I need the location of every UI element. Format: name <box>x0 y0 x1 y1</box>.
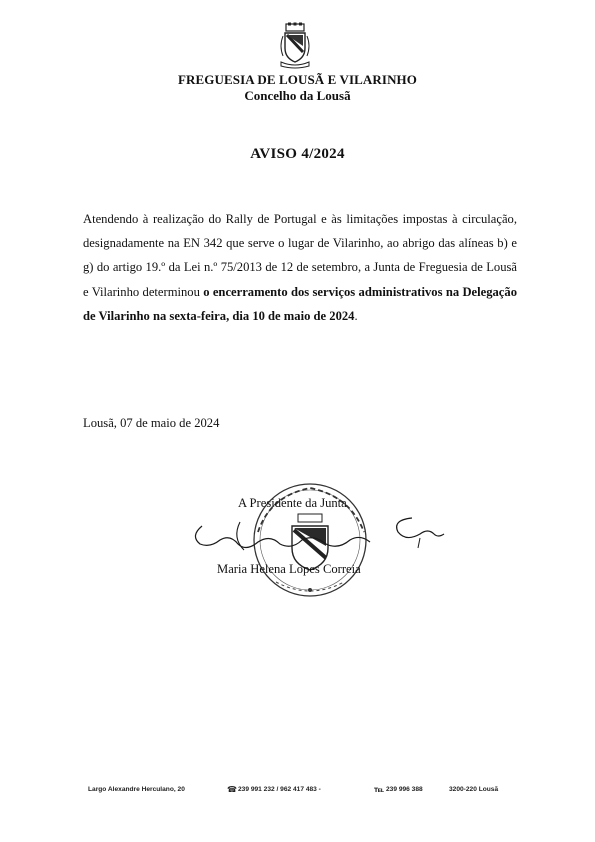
signatory-name: Maria Helena Lopes Correia <box>217 562 361 576</box>
telephone-icon: ☎ <box>227 785 237 794</box>
notice-body-emphasis: o encerramento dos serviços administrativos na Delegação de Vilarinho na sexta-feira, dia 10 de maio de 2024 <box>83 284 517 323</box>
notice-title: AVISO 4/2024 <box>250 146 345 162</box>
place-date: Lousã, 07 de maio de 2024 <box>83 416 220 430</box>
organization-name: FREGUESIA DE LOUSÃ E VILARINHO <box>178 72 417 87</box>
notice-body-text: Atendendo à realização do Rally de Portugal e às limitações impostas à circulação, designadamente na EN 342 que serve o lugar de Vilarinho, ao abrigo das alíneas b) e g) do artigo 19.º da Lei n.º 75/2013 de 12 de setembro, a Junta de Freguesia de Lousã e Vilarinho determinou <box>83 212 517 299</box>
signatory-role: A Presidente da Junta <box>238 496 347 510</box>
signature-block <box>180 478 450 608</box>
fax-icon: ℡ <box>374 785 385 794</box>
footer-fax: 239 996 388 <box>386 786 423 793</box>
notice-body-end: . <box>354 308 358 323</box>
footer-address: Largo Alexandre Herculano, 20 <box>88 786 185 793</box>
footer-phones: 239 991 232 / 962 417 483 - <box>238 786 321 793</box>
notice-body <box>83 207 517 328</box>
footer-contacts <box>88 786 528 798</box>
footer-postal-code: 3200-220 Lousã <box>449 786 499 793</box>
organization-subtitle: Concelho da Lousã <box>244 88 351 103</box>
parish-coat-of-arms-icon <box>271 22 319 70</box>
